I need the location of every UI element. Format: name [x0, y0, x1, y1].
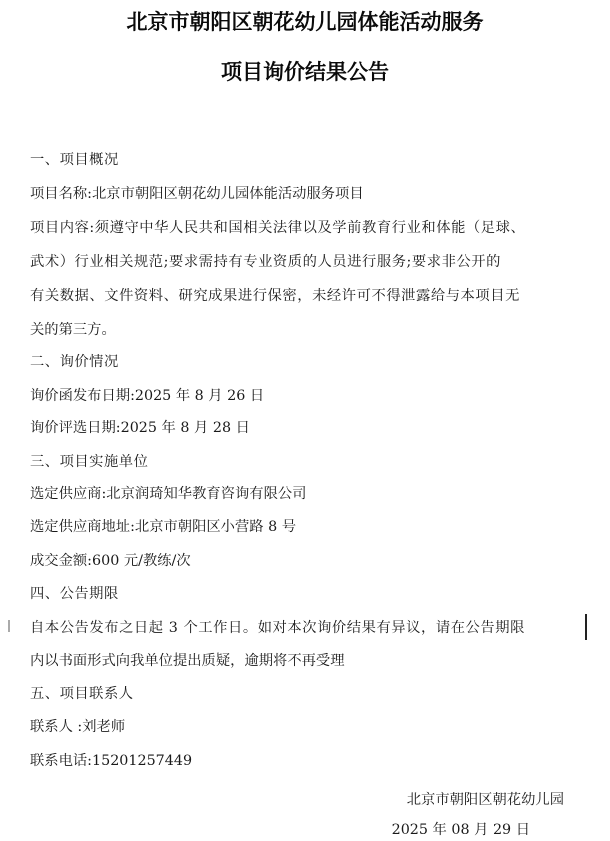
section-heading-inquiry: 二、询价情况	[30, 354, 119, 370]
project-content-line-2: 武术）行业相关规范;要求需持有专业资质的人员进行服务;要求非公开的	[30, 254, 501, 270]
signature-organization: 北京市朝阳区朝花幼儿园	[406, 792, 564, 808]
selection-date: 询价评选日期:2025 年 8 月 28 日	[30, 420, 250, 436]
deal-amount: 成交金额:600 元/教练/次	[30, 553, 191, 569]
section-heading-contact: 五、项目联系人	[30, 686, 134, 702]
section-heading-implementer: 三、项目实施单位	[30, 454, 149, 470]
project-content-line-4: 关的第三方。	[30, 322, 116, 338]
document-title-line2: 项目询价结果公告	[221, 59, 389, 84]
document-title-line1: 北京市朝阳区朝花幼儿园体能活动服务	[126, 9, 484, 34]
issue-date: 询价函发布日期:2025 年 8 月 26 日	[30, 388, 265, 404]
period-text-line-2: 内以书面形式向我单位提出质疑，逾期将不再受理	[30, 653, 345, 669]
supplier-address: 选定供应商地址:北京市朝阳区小营路 8 号	[30, 519, 297, 535]
period-text-line-1: 自本公告发布之日起 3 个工作日。如对本次询价结果有异议，请在公告期限	[30, 620, 525, 636]
margin-tick-mark	[8, 620, 10, 632]
signature-date: 2025 年 08 月 29 日	[391, 822, 530, 838]
project-content-line-3: 有关数据、文件资料、研究成果进行保密，未经许可不得泄露给与本项目无	[30, 288, 520, 304]
section-heading-overview: 一、项目概况	[30, 152, 119, 168]
selected-supplier: 选定供应商:北京润琦知华教育咨询有限公司	[30, 486, 307, 502]
contact-person: 联系人 :刘老师	[30, 719, 126, 735]
text-cursor-mark	[585, 614, 587, 640]
project-name: 项目名称:北京市朝阳区朝花幼儿园体能活动服务项目	[30, 186, 364, 202]
project-content-line-1: 项目内容:须遵守中华人民共和国相关法律以及学前教育行业和体能（足球、	[30, 220, 526, 236]
section-heading-period: 四、公告期限	[30, 586, 119, 602]
contact-phone: 联系电话:15201257449	[30, 753, 193, 769]
